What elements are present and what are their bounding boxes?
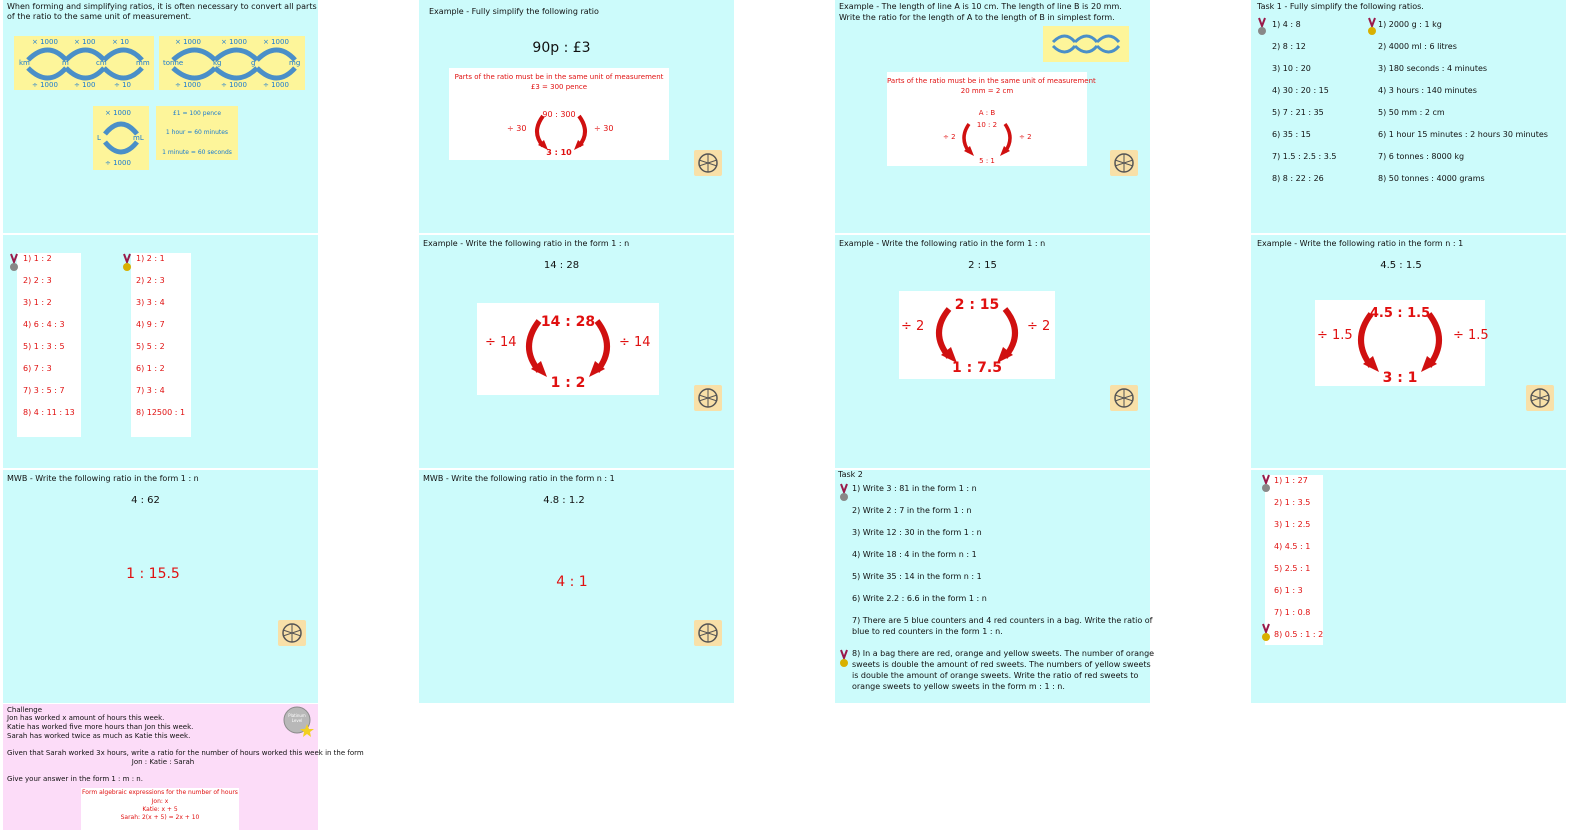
slide8-right-op: ÷ 1.5	[1453, 328, 1489, 343]
spinner-wheel-button[interactable]	[278, 620, 306, 646]
task2-item-8-line-2: sweets is double the amount of red sweets. The numbers of yellow sweets	[852, 660, 1151, 669]
fact-minute: 1 minute = 60 seconds	[162, 149, 232, 156]
task1-col2-item: 2) 4000 ml : 6 litres	[1378, 42, 1457, 51]
length-op-bottom-3: ÷ 10	[114, 81, 131, 89]
spinner-wheel-button[interactable]	[694, 150, 722, 176]
length-op-top-3: × 10	[112, 38, 129, 46]
fact-hour: 1 hour = 60 minutes	[165, 129, 229, 136]
answer-col2: 4) 9 : 7	[136, 320, 165, 329]
intro-line-1: When forming and simplifying ratios, it is often necessary to convert all parts	[7, 2, 317, 11]
task1-title: Task 1 - Fully simplify the following ratios.	[1257, 2, 1424, 11]
answer-col2: 8) 12500 : 1	[136, 408, 186, 417]
task1-col1-item: 5) 7 : 21 : 35	[1272, 108, 1324, 117]
slide3-conversion: 20 mm = 2 cm	[960, 87, 1014, 95]
task1-col2-item: 5) 50 mm : 2 cm	[1378, 108, 1445, 117]
task2-answer: 4) 4.5 : 1	[1274, 542, 1311, 551]
fact-pence: £1 = 100 pence	[172, 110, 222, 117]
slide6-top-ratio: 14 : 28	[540, 314, 596, 330]
task2-item: 6) Write 2.2 : 6.6 in the form 1 : n	[852, 594, 987, 603]
slide3-length-mini-box	[1043, 26, 1129, 62]
wheel-icon	[694, 385, 722, 411]
slide2-ratio: 90p : £3	[532, 40, 591, 56]
task1-col1-item: 6) 35 : 15	[1272, 130, 1311, 139]
slide3-left-op: ÷ 2	[943, 133, 956, 141]
hint-line: Jon: x	[151, 798, 169, 805]
answer-col2: 3) 3 : 4	[136, 298, 165, 307]
mass-unit-kg: kg	[213, 59, 222, 67]
slide8-ratio: 4.5 : 1.5	[1380, 260, 1422, 271]
slide2-title: Example - Fully simplify the following ratio	[429, 7, 599, 16]
slide3-note: Parts of the ratio must be in the same unit of measurement	[887, 77, 1096, 85]
wheel-icon	[694, 150, 722, 176]
slide3-title-line-2: Write the ratio for the length of A to the length of B in simplest form.	[839, 13, 1115, 22]
length-unit-mm: mm	[136, 59, 150, 67]
mass-op-bottom-1: ÷ 1000	[175, 81, 201, 89]
task1-col2-item: 4) 3 hours : 140 minutes	[1378, 86, 1477, 95]
platinum-level-badge	[283, 706, 313, 736]
spinner-wheel-button[interactable]	[1110, 385, 1138, 411]
task2-answer: 1) 1 : 27	[1274, 476, 1308, 485]
answer-col2: 6) 1 : 2	[136, 364, 165, 373]
slide2-working-box	[449, 68, 669, 160]
volume-unit-ml: mL	[133, 134, 144, 142]
mass-unit-tonne: tonne	[163, 59, 184, 67]
task2-item: 4) Write 18 : 4 in the form n : 1	[852, 550, 977, 559]
slide10-answer: 4 : 1	[556, 574, 588, 590]
slide7-right-op: ÷ 2	[1027, 319, 1051, 334]
task1-col1-item: 1) 4 : 8	[1272, 20, 1301, 29]
slide6-working-box	[477, 303, 659, 395]
length-op-top-2: × 100	[74, 38, 96, 46]
slide-mwb-n-1	[419, 470, 734, 703]
slide-example-pence	[419, 0, 734, 233]
slide-example-lengths	[835, 0, 1150, 233]
slide3-title-line-1: Example - The length of line A is 10 cm. The length of line B is 20 mm.	[839, 2, 1122, 11]
length-op-top-1: × 1000	[32, 38, 58, 46]
gold-medal-icon	[839, 650, 849, 666]
hint-line: Katie: x + 5	[142, 806, 178, 813]
length-unit-km: km	[19, 59, 30, 67]
task2-item: 2) Write 2 : 7 in the form 1 : n	[852, 506, 972, 515]
slide8-title: Example - Write the following ratio in the form n : 1	[1257, 239, 1464, 248]
task2-answer: 6) 1 : 3	[1274, 586, 1303, 595]
answer-col2: 5) 5 : 2	[136, 342, 165, 351]
slide10-ratio: 4.8 : 1.2	[543, 495, 585, 506]
answer-col1: 4) 6 : 4 : 3	[23, 320, 65, 329]
slide7-working-box	[899, 291, 1055, 379]
gold-medal-icon	[1367, 18, 1377, 34]
mass-op-top-2: × 1000	[221, 38, 247, 46]
task2-answer: 7) 1 : 0.8	[1274, 608, 1311, 617]
task2-item: 3) Write 12 : 30 in the form 1 : n	[852, 528, 982, 537]
answer-col1: 2) 2 : 3	[23, 276, 52, 285]
silver-medal-icon	[1261, 475, 1271, 491]
task1-col2-item: 8) 50 tonnes : 4000 grams	[1378, 174, 1485, 183]
slide10-title: MWB - Write the following ratio in the form n : 1	[423, 474, 615, 483]
slide2-note: Parts of the ratio must be in the same unit of measurement	[454, 73, 664, 81]
slide6-title: Example - Write the following ratio in the form 1 : n	[423, 239, 630, 248]
spinner-wheel-button[interactable]	[694, 620, 722, 646]
slide7-ratio: 2 : 15	[968, 260, 997, 271]
slide2-top-ratio: 90 : 300	[542, 110, 576, 119]
slide8-top-ratio: 4.5 : 1.5	[1369, 306, 1431, 321]
mass-unit-mg: mg	[289, 59, 301, 67]
mass-unit-g: g	[251, 59, 256, 67]
mass-op-bottom-3: ÷ 1000	[263, 81, 289, 89]
hint-line: Sarah: 2(x + 5) = 2x + 10	[120, 814, 200, 821]
facts-box	[156, 106, 238, 160]
task2-item: 1) Write 3 : 81 in the form 1 : n	[852, 484, 977, 493]
slide3-length-arrows-icon	[1043, 26, 1129, 62]
challenge-line: Katie has worked five more hours than Jon this week.	[7, 723, 194, 731]
badge-label: Level	[291, 718, 303, 723]
task1-col1-item: 7) 1.5 : 2.5 : 3.5	[1272, 152, 1337, 161]
challenge-given: Given that Sarah worked 3x hours, write a ratio for the number of hours worked this week in the form	[7, 749, 364, 757]
mass-conversion-box	[159, 36, 305, 90]
slide3-bottom-ratio: 5 : 1	[979, 157, 995, 165]
gold-medal-icon	[122, 254, 132, 270]
wheel-icon	[1526, 385, 1554, 411]
task1-col2-item: 6) 1 hour 15 minutes : 2 hours 30 minutes	[1378, 130, 1548, 139]
slide3-top-ratio: 10 : 2	[976, 121, 998, 129]
answer-col1: 7) 3 : 5 : 7	[23, 386, 65, 395]
task1-col1-item: 3) 10 : 20	[1272, 64, 1311, 73]
slide2-right-op: ÷ 30	[594, 124, 614, 133]
slide-mwb-1-n	[3, 470, 318, 703]
task1-col1-item: 8) 8 : 22 : 26	[1272, 174, 1324, 183]
answer-col1: 1) 1 : 2	[23, 254, 52, 263]
answer-col2: 2) 2 : 3	[136, 276, 165, 285]
slide8-left-op: ÷ 1.5	[1317, 328, 1353, 343]
slide8-bottom-ratio: 3 : 1	[1382, 370, 1418, 386]
answer-col1: 8) 4 : 11 : 13	[23, 408, 75, 417]
spinner-wheel-button[interactable]	[1110, 150, 1138, 176]
silver-medal-icon	[1257, 18, 1267, 34]
slide-challenge	[3, 704, 364, 830]
task2-item-8-line-1: 8) In a bag there are red, orange and yellow sweets. The number of orange	[852, 649, 1155, 658]
task1-col1-item: 2) 8 : 12	[1272, 42, 1306, 51]
spinner-wheel-button[interactable]	[1526, 385, 1554, 411]
wheel-icon	[1110, 385, 1138, 411]
length-unit-cm: cm	[96, 59, 107, 67]
challenge-line: Jon has worked x amount of hours this week.	[7, 714, 165, 722]
silver-medal-icon	[9, 254, 19, 270]
mass-op-top-1: × 1000	[175, 38, 201, 46]
slide3-working-box	[887, 72, 1096, 166]
wheel-icon	[694, 620, 722, 646]
task2-item-8-line-4: orange sweets to yellow sweets in the form m : 1 : n.	[852, 682, 1065, 691]
mass-op-top-3: × 1000	[263, 38, 289, 46]
answer-col1: 5) 1 : 3 : 5	[23, 342, 65, 351]
challenge-give: Give your answer in the form 1 : m : n.	[7, 775, 143, 783]
wheel-icon	[278, 620, 306, 646]
task2-answer: 2) 1 : 3.5	[1274, 498, 1311, 507]
task2-item-7-line-2: blue to red counters in the form 1 : n.	[852, 627, 1003, 636]
slide7-title: Example - Write the following ratio in the form 1 : n	[839, 239, 1046, 248]
volume-unit-l: L	[97, 134, 101, 142]
slide2-bottom-ratio: 3 : 10	[546, 148, 572, 157]
slide-task-2-answers	[1251, 470, 1566, 703]
answer-col2: 1) 2 : 1	[136, 254, 165, 263]
silver-medal-icon	[839, 484, 849, 500]
task2-answer: 5) 2.5 : 1	[1274, 564, 1311, 573]
length-op-bottom-1: ÷ 1000	[32, 81, 58, 89]
slide2-left-op: ÷ 30	[507, 124, 527, 133]
task1-col2-item: 3) 180 seconds : 4 minutes	[1378, 64, 1488, 73]
task2-answer: 8) 0.5 : 1 : 2	[1274, 630, 1324, 639]
slide7-top-ratio: 2 : 15	[954, 297, 1000, 313]
answer-col2: 7) 3 : 4	[136, 386, 165, 395]
slide-example-n-1	[1251, 235, 1566, 468]
slide3-right-op: ÷ 2	[1019, 133, 1032, 141]
task2-item: 5) Write 35 : 14 in the form n : 1	[852, 572, 982, 581]
slide9-title: MWB - Write the following ratio in the form 1 : n	[7, 474, 199, 483]
challenge-line: Sarah has worked twice as much as Katie this week.	[7, 732, 191, 740]
slide-task-2	[835, 470, 1155, 703]
slide3-header: A : B	[978, 109, 996, 117]
volume-op-bottom: ÷ 1000	[105, 159, 131, 167]
spinner-wheel-button[interactable]	[694, 385, 722, 411]
slide6-ratio: 14 : 28	[543, 260, 580, 271]
challenge-heading: Challenge	[7, 706, 42, 714]
wheel-icon	[1110, 150, 1138, 176]
task1-col2-item: 7) 6 tonnes : 8000 kg	[1378, 152, 1465, 161]
slide6-right-op: ÷ 14	[619, 335, 651, 350]
slide7-bottom-ratio: 1 : 7.5	[952, 360, 1002, 376]
slide-example-1-n-b	[835, 235, 1150, 468]
task2-title: Task 2	[838, 470, 863, 479]
challenge-form: Jon : Katie : Sarah	[131, 758, 195, 766]
challenge-hint-box	[81, 788, 239, 830]
task1-col1-item: 4) 30 : 20 : 15	[1272, 86, 1329, 95]
volume-conversion-box	[93, 106, 149, 170]
hint-line: Form algebraic expressions for the number of hours	[82, 789, 238, 796]
slide9-ratio: 4 : 62	[131, 495, 160, 506]
gold-medal-icon	[1261, 624, 1271, 640]
answer-col1: 6) 7 : 3	[23, 364, 52, 373]
intro-line-2: of the ratio to the same unit of measurement.	[7, 12, 192, 21]
task1-col2-item: 1) 2000 g : 1 kg	[1378, 20, 1442, 29]
slide6-left-op: ÷ 14	[485, 335, 517, 350]
length-unit-m: m	[62, 59, 69, 67]
length-op-bottom-2: ÷ 100	[74, 81, 96, 89]
slide-unit-conversions	[3, 0, 318, 233]
volume-op-top: × 1000	[105, 109, 131, 117]
slide8-working-box	[1315, 300, 1489, 386]
slide6-bottom-ratio: 1 : 2	[550, 375, 586, 391]
answer-col1: 3) 1 : 2	[23, 298, 52, 307]
task2-item-7-line-1: 7) There are 5 blue counters and 4 red counters in a bag. Write the ratio of	[852, 616, 1153, 625]
task2-item-8-line-3: is double the amount of orange sweets. Write the ratio of red sweets to	[852, 671, 1139, 680]
slide2-conversion: £3 = 300 pence	[530, 83, 588, 91]
length-conversion-box	[14, 36, 154, 90]
slide-task-1	[1251, 0, 1566, 233]
task2-answer: 3) 1 : 2.5	[1274, 520, 1311, 529]
slide-task-1-answers	[3, 235, 318, 468]
badge-label: Platinum	[288, 713, 306, 718]
slide9-answer: 1 : 15.5	[126, 566, 180, 582]
mass-op-bottom-2: ÷ 1000	[221, 81, 247, 89]
slide-example-1-n	[419, 235, 734, 468]
slide7-left-op: ÷ 2	[901, 319, 925, 334]
